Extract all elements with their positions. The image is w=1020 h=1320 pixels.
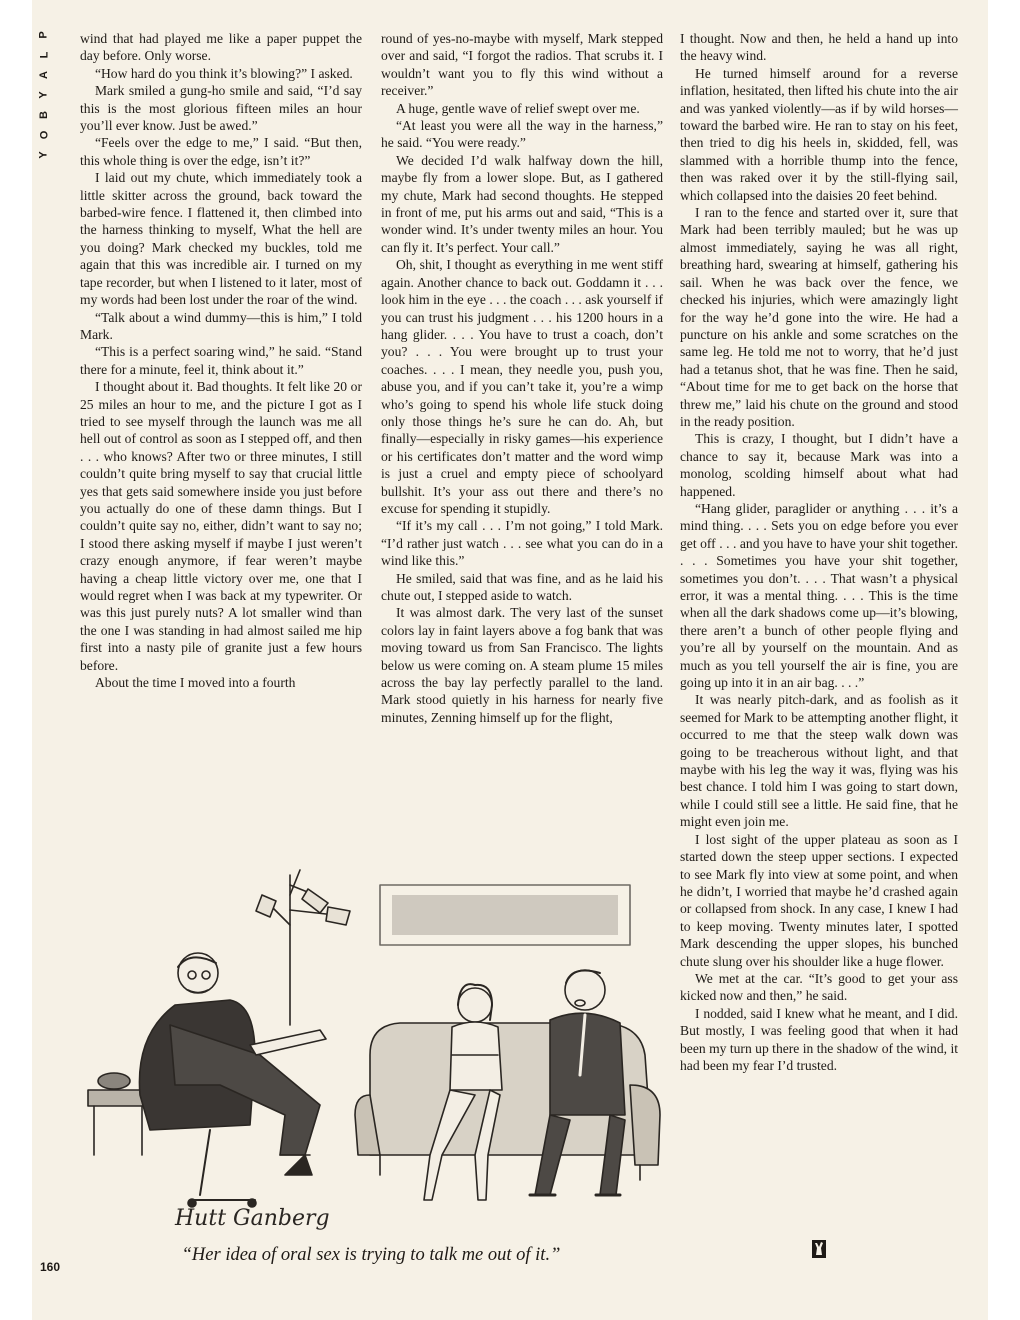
article-paragraph: “Hang glider, paraglider or anything . . . it’s a mind thing. . . . Sets you on edge before you ever get off . . . and you have to have your shit together. . . . Sometimes you have your shit together, sometimes you don’t. . . . That wasn’t a physical error, it was a mental thing. . . . This is the time when all the dark shadows come up—it’s blowing, there aren’t a bunch of other people flying and you’re all by yourself on the mountain. And as much as you tell yourself the air is fine, you are going up into it in an air bag. . . .” (680, 500, 958, 691)
magazine-name-letter: L (37, 51, 50, 59)
article-paragraph: Mark smiled a gung-ho smile and said, “I’d say this is the most glorious fifteen miles an hour you’ll ever know. Just be awed.” (80, 83, 362, 134)
cartoon-caption: “Her idea of oral sex is trying to talk me out of it.” (181, 1245, 561, 1265)
article-paragraph: I laid out my chute, which immediately took a little skitter across the ground, back toward the barbed-wire fence. I flattened it, then climbed into the harness thinking to myself, What the hell are you doing? Mark checked my buckles, told me again that this was incredible air. I turned on my tape recorder, but when I listened to it later, most of my words had been lost under the roar of the wind. (80, 170, 362, 308)
article-paragraph: We decided I’d walk halfway down the hill, maybe fly from a lower slope. But, as I gathered my chute, Mark had second thoughts. He stepped in front of me, put his arms out and said, “This is a wonder wind. It’s under twenty miles an hour. You can fly it. It’s perfect. Your call.” (381, 152, 663, 255)
magazine-name-letter: P (38, 31, 50, 39)
page-number: 160 (40, 1260, 61, 1274)
magazine-name-letter: A (37, 71, 50, 79)
article-paragraph: “Feels over the edge to me,” I said. “But then, this whole thing is over the edge, isn’t it?” (80, 135, 362, 168)
article-paragraph: I thought. Now and then, he held a hand up into the heavy wind. (680, 31, 958, 64)
article-paragraph: I thought about it. Bad thoughts. It felt like 20 or 25 miles an hour to me, and the picture I got as I tried to see myself through the launch was me all hell out of control as soon as I stepped off, and then . . . who knows? After two or three minutes, I still couldn’t quite bring myself to say that crucial little yes that gets said somewhere inside you just before you actually do one of these damn things. But I couldn’t quite say no, either, didn’t want to say no; I stood there asking myself if maybe I just weren’t crazy enough anymore, if fear weren’t maybe having a cheap little victory over me, one that I would regret when I was back at my typewriter. Or was this just purely nuts? A lot smaller wind than the one I was standing in had almost sailed me hip first into a nasty pile of granite just a few hours before. (80, 379, 362, 673)
psychiatrist-figure (139, 953, 326, 1207)
magazine-name-vertical (36, 30, 52, 160)
article-paragraph: I lost sight of the upper plateau as soon as I started down the steep upper sections. I expected to see Mark fly into view at some point, and when he didn’t, I worried that maybe he’d crashed again or collapsed from shock. In any case, I knew I had to keep moving. Twenty minutes later, I spotted Mark descending the upper slopes, his bunched chute slung over his shoulder like a huge flower. (680, 831, 958, 969)
article-paragraph: About the time I moved into a fourth (94, 675, 296, 691)
cartoon-illustration (80, 855, 662, 1235)
text-column-2 (381, 30, 663, 726)
telephone-icon (98, 1073, 130, 1089)
magazine-name-letter: B (37, 111, 50, 119)
article-paragraph: “This is a perfect soaring wind,” he said. “Stand there for a minute, feel it, think about it.” (80, 344, 362, 377)
text-column-3 (680, 30, 958, 1074)
article-paragraph: A huge, gentle wave of relief swept over me. (395, 100, 640, 116)
magazine-name-letter: O (38, 130, 50, 140)
artist-signature: Hutt Ganberg (175, 1206, 330, 1231)
article-paragraph: “Talk about a wind dummy—this is him,” I told Mark. (80, 309, 362, 342)
article-paragraph: “At least you were all the way in the harness,” he said. “You were ready.” (381, 118, 663, 151)
article-paragraph: “How hard do you think it’s blowing?” I asked. (94, 65, 353, 81)
article-paragraph: It was almost dark. The very last of the sunset colors lay in faint layers above a fog bank that was moving toward us from San Francisco. The lights below us were coming on. A steam plume 15 miles across the bay lay perfectly parallel to the land. Mark stood quietly in his harness for nearly five minutes, Zenning himself up for the flight, (381, 605, 663, 725)
article-paragraph: I nodded, said I knew what he meant, and I did. But mostly, I was feeling good that when it had been my turn up there in the shadow of the wind, it had been my fear I’d trusted. (680, 1005, 958, 1073)
article-paragraph: “If it’s my call . . . I’m not going,” I told Mark. “I’d rather just watch . . . see what you can do in a wind like this.” (381, 518, 663, 569)
text-column-1 (80, 30, 362, 691)
article-paragraph: round of yes-no-maybe with myself, Mark stepped over and said, “I forgot the radios. That scrubs it. I wouldn’t want you to fly this wind without a receiver.” (381, 31, 663, 99)
article-paragraph: We met at the car. “It’s good to get your ass kicked now and then,” he said. (680, 970, 958, 1004)
article-paragraph: Oh, shit, I thought as everything in me went stiff again. Another chance to back out. Goddamn it . . . look him in the eye . . . the coach . . . ask yourself if you can trust his judgment . . . his 1200 hours in a hang glider. . . . You have to trust a coach, don’t you? . . . You were brought up to trust your coaches. . . . I mean, they needle you, push you, abuse you, and if you can’t take it, you’re a wimp who’s going to spend his whole life stuck doing only those things he’s sure he can do. Ah, but finally—especially in risky games—his experience or his certificates don’t matter and the word wimp is just a cruel and empty piece of schoolyard bullshit. It’s your ass out there and there’s no excuse for spending it stupidly. (381, 257, 663, 516)
article-paragraph: He turned himself around for a reverse inflation, hesitated, then lifted his chute into the air and was yanked violently—as if by wild horses—toward the barbed wire. He ran to stay on his feet, then tried to dig his heels in, skidded, fell, was slammed with a horrible thump into the fence, then was raked over it by the still-flying sail, which collapsed into the daisies 20 feet behind. (680, 65, 958, 203)
end-mark-rabbit-icon (812, 1240, 826, 1258)
article-paragraph: This is crazy, I thought, but I didn’t have a chance to say it, because Mark was into a monolog, scolding himself about what had happened. (680, 431, 958, 499)
notepad (250, 1030, 326, 1055)
magazine-name-letter: Y (38, 151, 50, 159)
article-paragraph: It was nearly pitch-dark, and as foolish as it seemed for Mark to be attempting another flight, it occurred to me that the steep walk down was going to be treacherous without light, and that maybe with his leg the way it was, flying was his best chance. I told him I was going to start down, while I could still see a little. He said fine, that he might even join me. (680, 692, 958, 830)
article-paragraph: I ran to the fence and started over it, sure that Mark had been terribly mauled; but he was up almost immediately, saying he was all right, breathing hard, swearing at himself, gathering his sail. When he was back over the fence, we checked his injuries, which were amazingly light for the way he’d gone into the wire. He had a puncture on his ankle and some scratches on the same leg. He told me not to worry, that he’d just had a tetanus shot, that he was fine. Then he said, “About time for me to get back on the horse that threw me,” laid his chute on the ground and stood in the ready position. (680, 205, 958, 429)
article-paragraph: He smiled, said that was fine, and as he laid his chute out, I stepped aside to watch. (381, 570, 663, 603)
floor-lamp (256, 870, 350, 1025)
article-paragraph: wind that had played me like a paper puppet the day before. Only worse. (80, 31, 362, 64)
magazine-name-letter: Y (38, 91, 50, 99)
